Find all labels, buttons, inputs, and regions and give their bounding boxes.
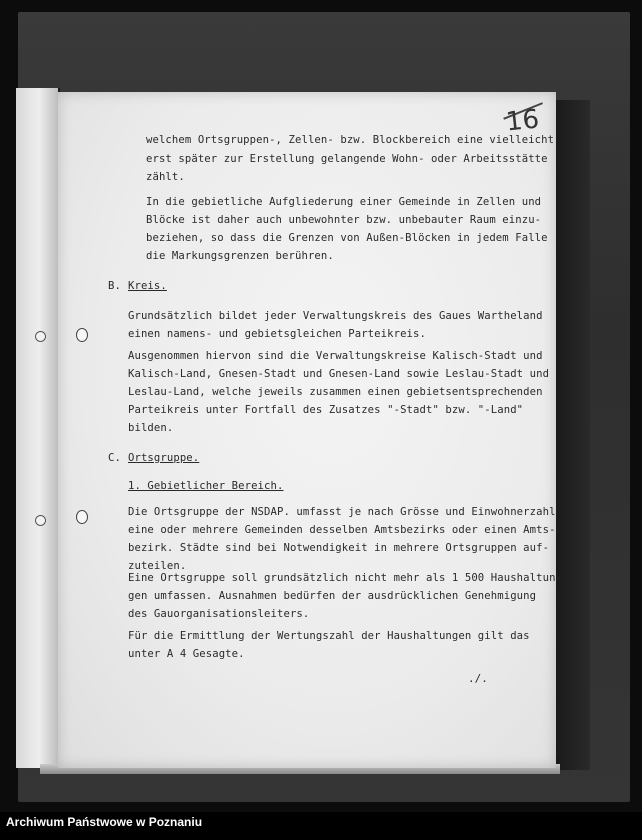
text-line: In die gebietliche Aufgliederung einer Gemeinde in Zellen und — [146, 196, 542, 208]
punch-hole — [76, 328, 88, 342]
text-line: Parteikreis unter Fortfall des Zusatzes "-Stadt" bzw. "-Land" — [128, 404, 524, 416]
text-line: bilden. — [128, 422, 174, 434]
document-page — [58, 92, 563, 768]
punch-hole — [76, 510, 88, 524]
text-line: des Gauorganisationsleiters. — [128, 608, 310, 620]
archive-name: Archiwum Państwowe w Poznaniu — [6, 815, 203, 829]
continuation-mark: ./. — [468, 672, 488, 685]
folio-number: 16 — [504, 104, 541, 138]
text-line: welchem Ortsgruppen-, Zellen- bzw. Blockbereich eine vielleicht — [146, 134, 555, 146]
page-stack-edge — [556, 100, 590, 770]
text-line: Für die Ermittlung der Wertungszahl der Haushaltungen gilt das — [128, 630, 530, 642]
text-line: Eine Ortsgruppe soll grundsätzlich nicht mehr als 1 500 Haushaltun- — [128, 572, 563, 584]
text-line: erst später zur Erstellung gelangende Wohn- oder Arbeitsstätte — [146, 153, 548, 165]
text-line: Ausgenommen hiervon sind die Verwaltungskreise Kalisch-Stadt und — [128, 350, 543, 362]
section-letter: C. — [108, 452, 121, 464]
text-line: gen umfassen. Ausnahmen bedürfen der ausdrücklichen Genehmigung — [128, 590, 537, 602]
text-line: Grundsätzlich bildet jeder Verwaltungskreis des Gaues Wartheland — [128, 310, 543, 322]
text-line: zählt. — [146, 171, 185, 183]
text-line: bezirk. Städte sind bei Notwendigkeit in mehrere Ortsgruppen auf- — [128, 542, 550, 554]
text-line: Blöcke ist daher auch unbewohnter bzw. unbebauter Raum einzu- — [146, 214, 542, 226]
binder-spine — [16, 88, 60, 768]
text-line: die Markungsgrenzen berühren. — [146, 250, 334, 262]
section-heading: Kreis. — [128, 280, 167, 292]
section-letter: B. — [108, 280, 121, 292]
text-line: Die Ortsgruppe der NSDAP. umfasst je nach Grösse und Einwohnerzahl — [128, 506, 556, 518]
text-line: Kalisch-Land, Gnesen-Stadt und Gnesen-Land sowie Leslau-Stadt und — [128, 368, 550, 380]
text-line: beziehen, so dass die Grenzen von Außen-Blöcken in jedem Falle — [146, 232, 548, 244]
text-line: Leslau-Land, welche jeweils zusammen einen gebietsentsprechenden — [128, 386, 543, 398]
section-heading: Ortsgruppe. — [128, 452, 200, 464]
subsection-heading: 1. Gebietlicher Bereich. — [128, 480, 284, 492]
binder-hole — [35, 515, 46, 526]
text-line: eine oder mehrere Gemeinden desselben Amtsbezirks oder einen Amts- — [128, 524, 556, 536]
text-line: unter A 4 Gesagte. — [128, 648, 245, 660]
binder-hole — [35, 331, 46, 342]
text-line: einen namens- und gebietsgleichen Parteikreis. — [128, 328, 426, 340]
text-line: zuteilen. — [128, 560, 187, 572]
